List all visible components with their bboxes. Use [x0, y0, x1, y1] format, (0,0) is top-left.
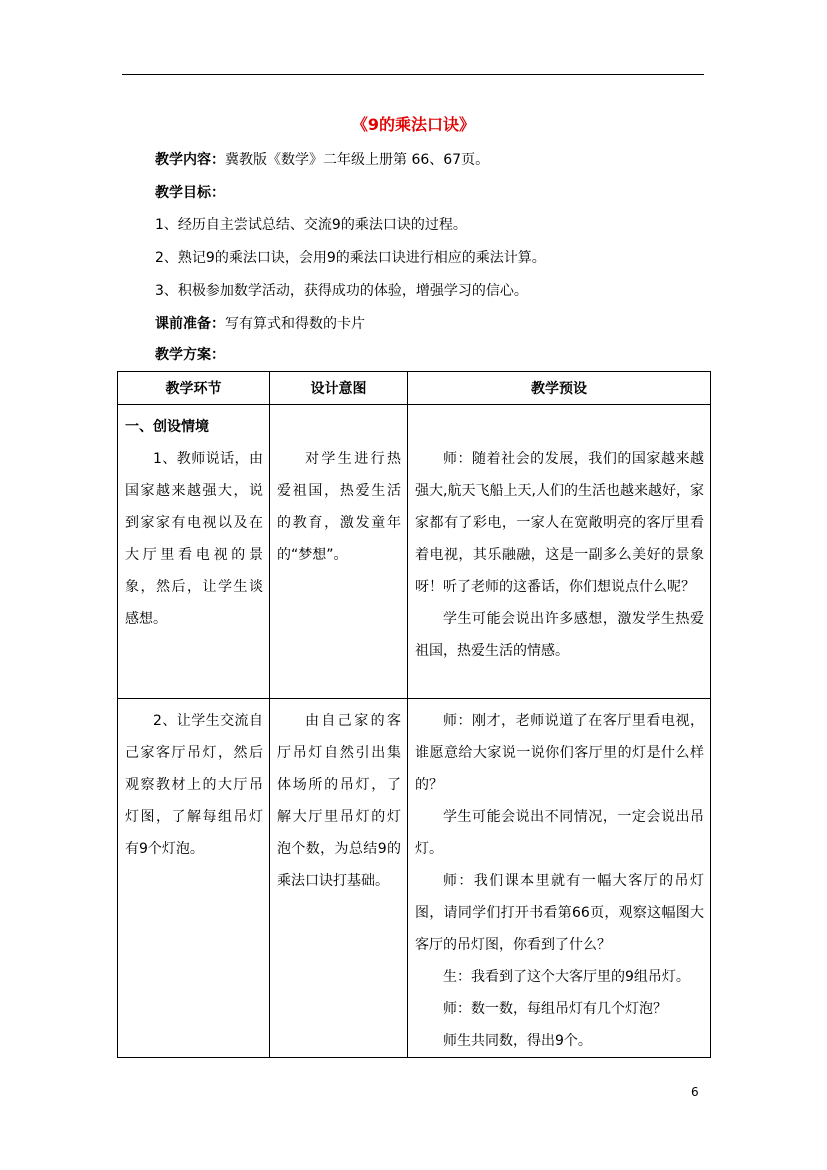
preset-paragraph: 师：数一数，每组吊灯有几个灯泡？: [443, 1001, 667, 1017]
preset-paragraph: 师生共同数，得出9个。: [443, 1033, 592, 1049]
document-title: 《9的乘法口诀》: [351, 115, 476, 134]
preset-paragraph: 师：我们课本里就有一幅大客厅的吊灯图，请同学们打开书看第66页，观察这幅图大客厅的吊灯图，你看到了什么？: [415, 873, 704, 953]
prep-text: 写有算式和得数的卡片: [225, 316, 365, 332]
stage-cell: [118, 405, 270, 699]
preset-paragraph: 学生可能会说出许多感想，激发学生热爱祖国，热爱生活的情感。: [415, 611, 704, 659]
content-line: [155, 150, 489, 170]
content-label: 教学内容：: [155, 152, 225, 168]
preset-paragraph: 师：随着社会的发展，我们的国家越来越强大,航天飞船上天,人们的生活也越来越好，家家都有了彩电，一家人在宽敞明亮的客厅里看着电视，其乐融融，这是一副多么美好的景象呀！听了老师的这番话，你们想说点什么呢？: [415, 451, 704, 595]
goal-item: 1、经历自主尝试总结、交流9的乘法口诀的过程。: [155, 217, 467, 233]
preset-paragraph: 师：刚才，老师说道了在客厅里看电视，谁愿意给大家说一说你们客厅里的灯是什么样的？: [415, 713, 704, 793]
table-row: [118, 405, 711, 699]
preset-cell: [408, 699, 711, 1058]
table-header-row: [118, 372, 711, 405]
header-preset: 教学预设: [408, 372, 711, 405]
header-intent: 设计意图: [270, 372, 408, 405]
goal-item: 2、熟记9的乘法口诀，会用9的乘法口诀进行相应的乘法计算。: [155, 250, 546, 266]
preset-cell: [408, 405, 711, 699]
goal-item: 3、积极参加数学活动，获得成功的体验，增强学习的信心。: [155, 283, 528, 299]
stage-cell: [118, 699, 270, 1058]
header-stage: 教学环节: [118, 372, 270, 405]
lesson-plan-table: [117, 371, 711, 1058]
intent-cell: [270, 699, 408, 1058]
content-text: 冀教版《数学》二年级上册第 66、67页。: [225, 152, 490, 168]
section-heading: 一、创设情境: [125, 419, 209, 435]
plan-heading: [155, 345, 225, 365]
goals-heading: [155, 183, 225, 203]
intent-text: 对学生进行热爱祖国，热爱生活的教育，激发童年的“梦想”。: [277, 451, 401, 563]
goals-label: 教学目标：: [155, 185, 225, 201]
intent-text: 由自己家的客厅吊灯自然引出集体场所的吊灯，了解大厅里吊灯的灯泡个数，为总结9的乘法口诀打基础。: [277, 713, 401, 889]
prep-label: 课前准备：: [155, 316, 225, 332]
intent-cell: [270, 405, 408, 699]
plan-label: 教学方案：: [155, 347, 225, 363]
table-row: [118, 699, 711, 1058]
preset-paragraph: 学生可能会说出不同情况，一定会说出吊灯。: [415, 809, 704, 857]
stage-text: 2、让学生交流自己家客厅吊灯，然后观察教材上的大厅吊灯图，了解每组吊灯有9个灯泡。: [125, 713, 263, 857]
stage-text: 1、教师说话，由国家越来越强大，说到家家有电视以及在大厅里看电视的景象，然后，让学生谈感想。: [125, 451, 263, 627]
header-rule: [122, 74, 704, 75]
prep-line: [155, 314, 365, 334]
preset-paragraph: 生：我看到了这个大客厅里的9组吊灯。: [443, 969, 690, 985]
page-number: 6: [691, 1085, 699, 1099]
